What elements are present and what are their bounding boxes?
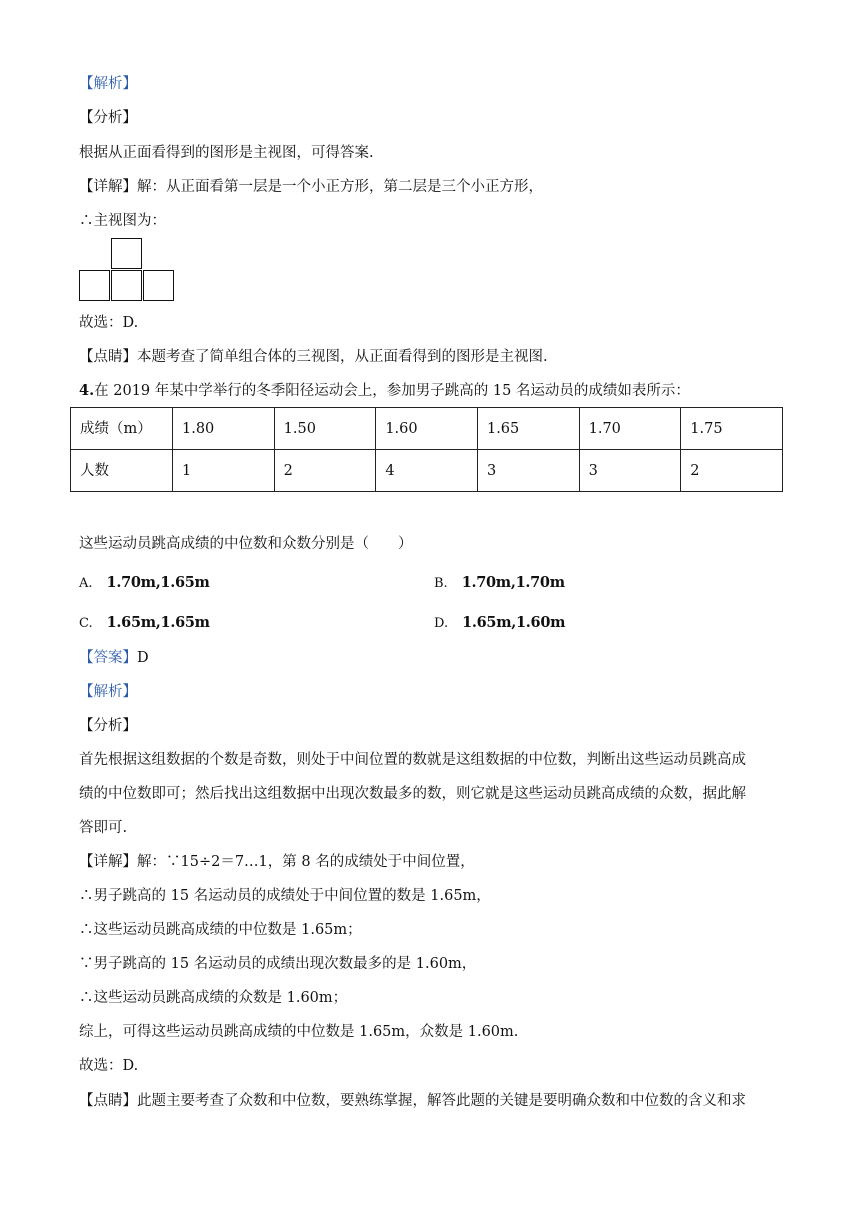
q4-stem-line bbox=[79, 381, 690, 401]
table-row bbox=[71, 408, 783, 450]
q4-fenxi-line: 答即可. bbox=[79, 820, 128, 836]
analysis-tag: 【解析】 bbox=[79, 76, 137, 92]
table-cell: 1.65 bbox=[477, 408, 579, 450]
q4-fenxi-line: 绩的中位数即可；然后找出这组数据中出现次数最多的数，则它就是这些运动员跳高成绩的众数，据此解 bbox=[79, 786, 746, 802]
table-row bbox=[71, 450, 783, 492]
bottom-square-left bbox=[79, 270, 110, 301]
option-c[interactable] bbox=[79, 613, 210, 634]
option-a[interactable] bbox=[79, 573, 210, 594]
answer-value: D bbox=[137, 650, 149, 666]
top-square bbox=[111, 238, 142, 269]
q4-detail-line: 综上，可得这些运动员跳高成绩的中位数是 1.65m，众数是 1.60m. bbox=[79, 1024, 519, 1040]
front-view-figure bbox=[79, 238, 177, 304]
detail-text: 解：从正面看第一层是一个小正方形，第二层是三个小正方形， bbox=[137, 179, 543, 195]
q4-comment-line bbox=[79, 1091, 746, 1111]
q4-detail-line: ∵男子跳高的 15 名运动员的成绩出现次数最多的是 1.60m， bbox=[79, 956, 477, 972]
q4-fenxi-line: 首先根据这组数据的个数是奇数，则处于中间位置的数就是这组数据的中位数，判断出这些运动员跳高成 bbox=[79, 752, 746, 768]
table-cell: 1.70 bbox=[579, 408, 681, 450]
comment-text: 本题考查了简单组合体的三视图，从正面看得到的图形是主视图. bbox=[137, 349, 548, 365]
table-cell: 1.50 bbox=[274, 408, 376, 450]
q4-detail-line: ∴这些运动员跳高成绩的众数是 1.60m； bbox=[79, 990, 348, 1006]
answer-tag: 【答案】 bbox=[79, 650, 137, 666]
q4-detail-tag: 【详解】 bbox=[79, 854, 137, 870]
table-cell: 1.60 bbox=[376, 408, 478, 450]
q4-number: 4. bbox=[79, 382, 95, 399]
q4-comment-tag: 【点睛】 bbox=[79, 1093, 137, 1109]
therefore-line: ∴主视图为： bbox=[79, 213, 166, 229]
table-cell: 2 bbox=[681, 450, 783, 492]
comment-tag: 【点睛】 bbox=[79, 349, 137, 365]
q4-stem: 在 2019 年某中学举行的冬季阳径运动会上，参加男子跳高的 15 名运动员的成绩如表所示： bbox=[94, 383, 690, 399]
choice-line: 故选：D. bbox=[79, 315, 139, 331]
q4-analysis-tag: 【解析】 bbox=[79, 684, 137, 700]
option-value: 1.70m,1.65m bbox=[106, 574, 210, 591]
option-value: 1.70m,1.70m bbox=[461, 574, 565, 591]
table-header-cell: 成绩（m） bbox=[71, 408, 173, 450]
q4-choice-line: 故选：D. bbox=[79, 1058, 139, 1074]
option-letter: A. bbox=[79, 576, 93, 591]
answer-line bbox=[79, 648, 149, 668]
option-d[interactable] bbox=[434, 613, 565, 634]
table-cell: 1.80 bbox=[173, 408, 275, 450]
q4-detail-line: ∴男子跳高的 15 名运动员的成绩处于中间位置的数是 1.65m， bbox=[79, 888, 491, 904]
q4-comment-text: 此题主要考查了众数和中位数，要熟练掌握，解答此题的关键是要明确众数和中位数的含义和求 bbox=[137, 1093, 746, 1109]
table-header-cell: 人数 bbox=[71, 450, 173, 492]
table-cell: 4 bbox=[376, 450, 478, 492]
comment-line bbox=[79, 347, 548, 367]
option-letter: B. bbox=[434, 576, 448, 591]
fenxi-text: 根据从正面看得到的图形是主视图，可得答案. bbox=[79, 145, 374, 161]
table-cell: 2 bbox=[274, 450, 376, 492]
table-cell: 1 bbox=[173, 450, 275, 492]
table-cell: 3 bbox=[579, 450, 681, 492]
bottom-square-middle bbox=[111, 270, 142, 301]
detail-tag: 【详解】 bbox=[79, 179, 137, 195]
table-cell: 3 bbox=[477, 450, 579, 492]
q4-detail-line bbox=[79, 852, 475, 872]
option-b[interactable] bbox=[434, 573, 565, 594]
q4-detail-text: 解：∵15÷2＝7…1，第 8 名的成绩处于中间位置， bbox=[137, 854, 475, 870]
q4-detail-line: ∴这些运动员跳高成绩的中位数是 1.65m； bbox=[79, 922, 362, 938]
q4-question: 这些运动员跳高成绩的中位数和众数分别是（ ） bbox=[79, 536, 413, 552]
detail-line bbox=[79, 177, 543, 197]
table-cell: 1.75 bbox=[681, 408, 783, 450]
fenxi-tag: 【分析】 bbox=[79, 110, 137, 126]
option-letter: C. bbox=[79, 616, 93, 631]
q4-fenxi-tag: 【分析】 bbox=[79, 718, 137, 734]
option-value: 1.65m,1.65m bbox=[106, 614, 210, 631]
scores-table bbox=[70, 407, 783, 492]
bottom-square-right bbox=[143, 270, 174, 301]
option-value: 1.65m,1.60m bbox=[462, 614, 566, 631]
option-letter: D. bbox=[434, 616, 449, 631]
